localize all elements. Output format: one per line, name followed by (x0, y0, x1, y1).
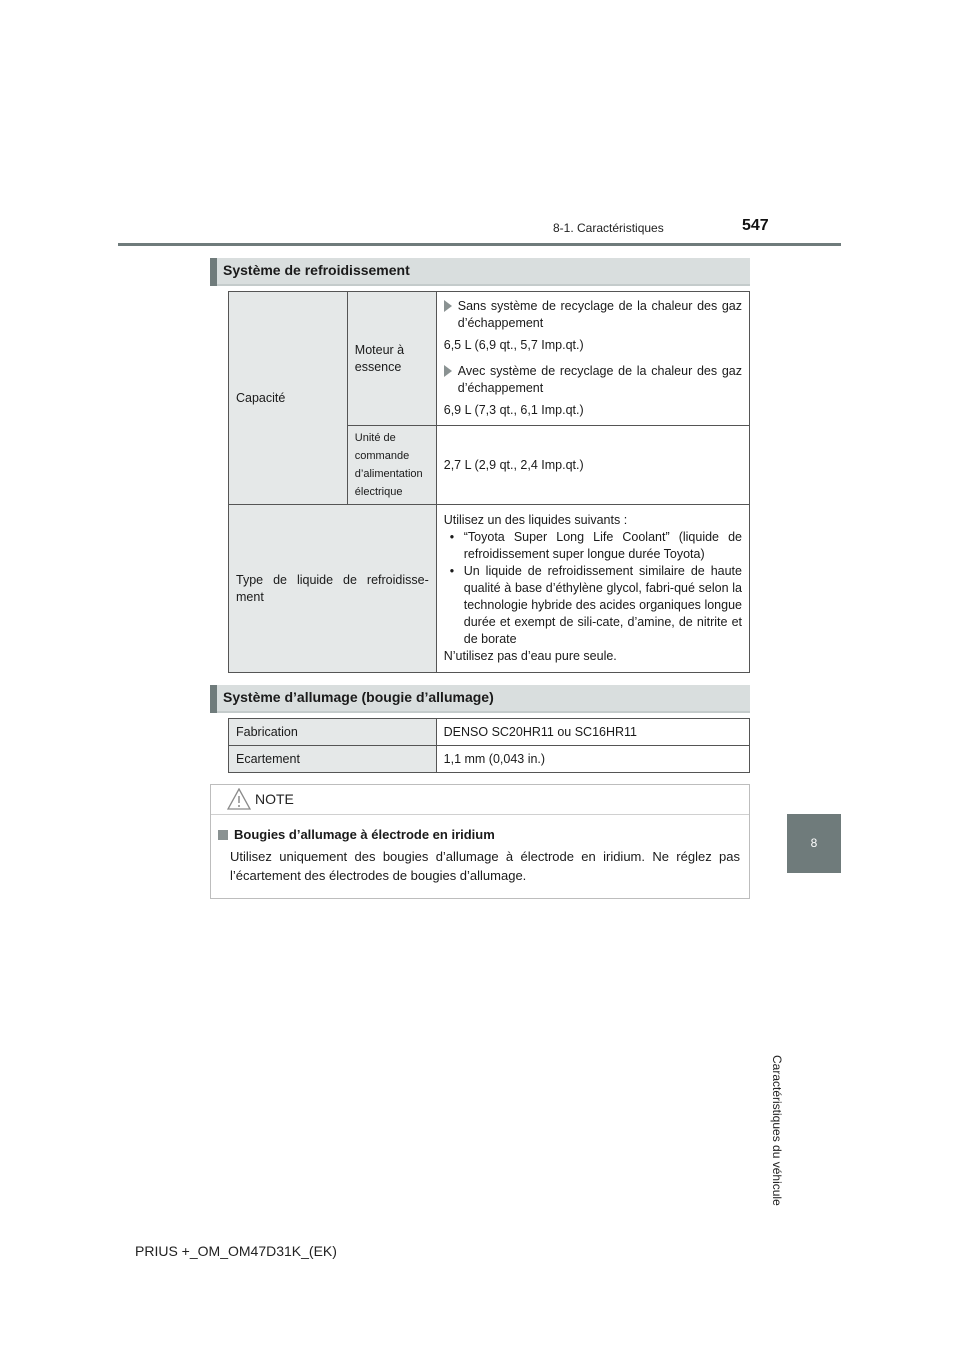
pcu-value: 2,7 L (2,9 qt., 2,4 Imp.qt.) (436, 426, 749, 505)
fabrication-value: DENSO SC20HR11 ou SC16HR11 (436, 719, 749, 746)
arrow-right-icon (444, 300, 452, 312)
document-code: PRIUS +_OM_OM47D31K_(EK) (135, 1243, 337, 1259)
ignition-table (228, 718, 750, 773)
cooling-section-header (210, 258, 750, 286)
ignition-section-title: Système d’allumage (bougie d’allumage) (223, 689, 494, 705)
pcu-label: Unité de commande d’alimentation électrique (347, 426, 436, 505)
with-recycling-text: Avec système de recyclage de la chaleur des gaz d’échappement (457, 364, 742, 395)
fabrication-label: Fabrication (229, 719, 437, 746)
engine-label: Moteur à essence (347, 292, 436, 426)
with-recycling-value: 6,9 L (7,3 qt., 6,1 Imp.qt.) (443, 403, 584, 417)
coolant-type-label: Type de liquide de refroidisse-ment (229, 505, 437, 673)
gap-value: 1,1 mm (0,043 in.) (436, 746, 749, 773)
note-title-line (218, 827, 495, 842)
arrow-right-icon (444, 365, 452, 377)
header-rule (118, 243, 841, 246)
coolant-option-text: “Toyota Super Long Life Coolant” (liquide de refroidissement super longue durée Toyota) (463, 530, 742, 561)
gap-label: Ecartement (229, 746, 437, 773)
coolant-warning: N’utilisez pas d’eau pure seule. (443, 649, 617, 663)
bullet-icon: • (449, 530, 455, 544)
engine-capacity-cell (436, 292, 749, 426)
cooling-section-title: Système de refroidissement (223, 262, 410, 278)
note-box (210, 784, 750, 899)
coolant-option-text: Un liquide de refroidissement similaire de haute qualité à base d’éthylène glycol, fabri-qué selon la technologie hybride des acides organiques longue durée et exempt de sili-cate, d’amine, de nitrite et de borate (463, 564, 742, 646)
without-recycling-item (444, 298, 742, 332)
square-bullet-icon (218, 830, 228, 840)
bullet-icon: • (449, 564, 455, 578)
without-recycling-text: Sans système de recyclage de la chaleur des gaz d’échappement (457, 299, 742, 330)
note-body: Utilisez uniquement des bougies d’allumage à électrode en iridium. Ne réglez pas l’écartement des électrodes de bougies d’allumage. (230, 849, 740, 883)
coolant-option (444, 529, 742, 563)
chapter-title: Caractéristiques du véhicule (770, 1055, 784, 1206)
without-recycling-value: 6,5 L (6,9 qt., 5,7 Imp.qt.) (443, 338, 584, 352)
note-header (211, 785, 749, 815)
note-title: Bougies d’allumage à électrode en iridium (234, 827, 495, 842)
chapter-tab[interactable]: 8 (787, 814, 841, 873)
coolant-option (444, 563, 742, 648)
with-recycling-item (444, 363, 742, 397)
coolant-type-cell (436, 505, 749, 673)
table-row (229, 746, 750, 773)
page-number: 547 (742, 217, 769, 234)
capacity-label: Capacité (229, 292, 348, 505)
cooling-table (228, 291, 750, 673)
warning-icon (227, 788, 251, 810)
coolant-intro: Utilisez un des liquides suivants : (443, 513, 628, 527)
ignition-section-header (210, 685, 750, 713)
section-title: 8-1. Caractéristiques (553, 221, 664, 235)
note-label: NOTE (255, 791, 294, 807)
table-row (229, 719, 750, 746)
